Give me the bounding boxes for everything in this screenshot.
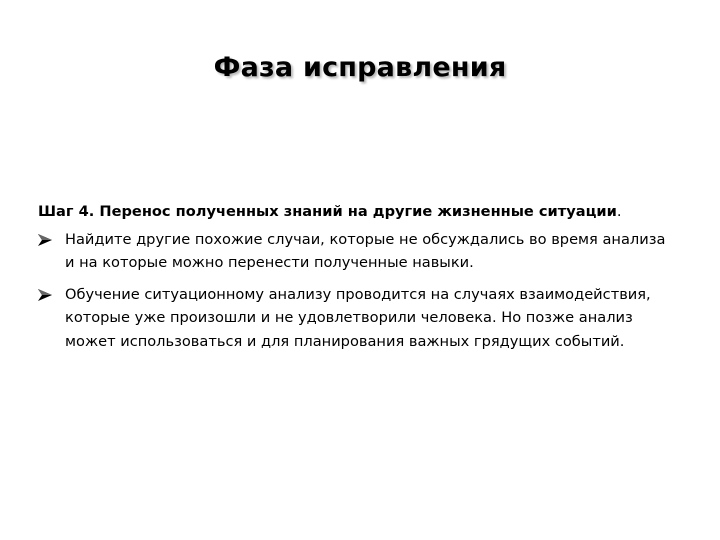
slide-title: Фаза исправления xyxy=(213,52,507,83)
arrow-bullet-icon xyxy=(38,289,52,301)
bullet-text: Обучение ситуационному анализу проводится на случаях взаимодействия, которые уже произошли и не удовлетворили человека. Но позже анализ может использоваться и для планирования важных грядущих событий. xyxy=(65,285,651,350)
step-heading xyxy=(38,200,678,224)
slide-body xyxy=(38,200,678,361)
bullet-text: Найдите другие похожие случаи, которые не обсуждались во время анализа и на которые можно перенести полученные навыки. xyxy=(65,230,666,271)
step-heading-period: . xyxy=(616,203,622,220)
bullet-item xyxy=(38,228,678,275)
arrow-bullet-icon xyxy=(38,234,52,246)
bullet-list xyxy=(38,228,678,354)
bullet-item xyxy=(38,283,678,354)
step-heading-label: Шаг 4. Перенос полученных знаний на другие жизненные ситуации xyxy=(38,203,617,220)
